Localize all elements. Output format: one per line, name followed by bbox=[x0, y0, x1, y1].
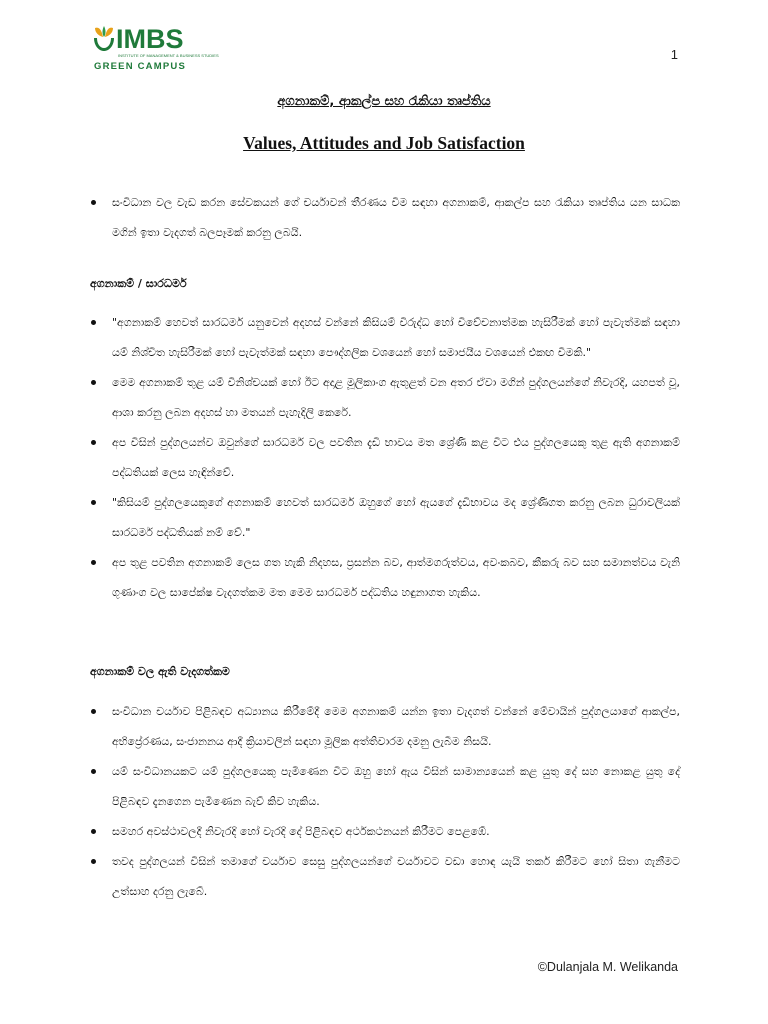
copyright-footer: ©Dulanjala M. Welikanda bbox=[537, 960, 678, 974]
imbs-logo bbox=[92, 22, 219, 74]
list-item: අප විසින් පුද්ගලයන්ව ඔවුන්ගේ සාරධර්ම වල පවතින දැඩි භාවය මත ශ්‍රේණි කළ විට එය පුද්ගලයෙකු තුළ ඇති අගනාකම් පද්ධතියක් ලෙස හැඳින්වේ. bbox=[90, 428, 680, 488]
section-heading-values: අගනාකම් / සාරධර්ම bbox=[90, 277, 187, 290]
list-item: යම් සංවිධානයකට යම් පුද්ගලයෙකු පැමිණෙන විට ඔහු හෝ ඇය විසින් සාමාන්‍යයෙන් කළ යුතු දේ සහ නොකළ යුතු දේ පිළිබඳව දැනගෙන පැමිණෙන බැව් කිව හැකිය. bbox=[90, 757, 680, 817]
importance-list bbox=[90, 697, 680, 907]
list-item: සංවිධාන වල වැඩ කරන සේවකයන් ගේ චර්යාවන් තීරණය වීම සඳහා අගනාකම්, ආකල්ප සහ රැකියා තෘප්තිය යන සාධක මගින් ඉතා වැදගත් බලපෑමක් කරනු ලබයි. bbox=[90, 188, 680, 248]
section-heading-importance: අගනාකම් වල ඇති වැදගත්කම bbox=[90, 665, 230, 678]
list-item: අප තුළ පවතින අගනාකම් ලෙස ගත හැකි නිදහස, ප්‍රසන්න බව, ආත්මගරුත්වය, අවංකබව, කීකරු බව සහ සමානත්වය වැනි ගුණාංග වල සාපේක්ෂ වැදගත්කම මත මෙම සාරධර්ම පද්ධතිය හඳුනාගත හැකිය. bbox=[90, 548, 680, 608]
list-item: තවද පුද්ගලයන් විසින් තමාගේ චර්යාව සෙසු පුද්ගලයන්ගේ චර්යාවට වඩා හොඳ යැයි තර්ක කිරීමට හෝ සිතා ගැනීමට උත්සාහ දරනු ලැබේ. bbox=[90, 847, 680, 907]
list-item: "අගනාකම් හෙවත් සාරධර්ම යනුවෙන් අදහස් වන්නේ කිසියම් විරුද්ධ හෝ විවේචනාත්මක හැසිරීමක් හෝ පැවැත්මක් සඳහා යම් නිශ්චිත හැසිරීමක් හෝ පැවැත්මක් සඳහා පෞද්ගලික වශයෙන් හෝ සමාජයීය වශයෙන් එකඟ වීමකි." bbox=[90, 308, 680, 368]
list-item: සමහර අවස්ථාවලදී නිවැරදි හෝ වැරදි දේ පිළිබඳව අර්ථකථනයන් කිරීමට පෙළඹේ. bbox=[90, 817, 680, 847]
list-item: "කිසියම් පුද්ගලයෙකුගේ අගනාකම් හෙවත් සාරධර්ම ඔහුගේ හෝ ඇයගේ දැඩිභාවය මද ශ්‍රේණිගත කරනු ලබන ධුරාවලියක් සාරධර්ම පද්ධතියක් නම් වේ." bbox=[90, 488, 680, 548]
page-title-sinhala: අගනාකම්, ආකල්ප සහ රැකියා තෘප්තිය bbox=[277, 94, 491, 109]
intro-list bbox=[90, 188, 680, 248]
list-item: මෙම අගනාකම් තුළ යම් විනිශ්චයක් හෝ ඊට අදාළ මූලිකාංග ඇතුළත් වන අතර ඒවා මගින් පුද්ගලයන්ගේ නිවැරදි, යහපත් වූ, ආශා කරනු ලබන අදහස් හා මතයන් පැහැදිලි කෙරේ. bbox=[90, 368, 680, 428]
logo-campus-label: GREEN CAMPUS bbox=[94, 61, 186, 72]
values-list bbox=[90, 308, 680, 608]
logo-wordmark: IMBS bbox=[116, 24, 184, 54]
page-title-english: Values, Attitudes and Job Satisfaction bbox=[243, 133, 525, 153]
leaf-logo-icon bbox=[92, 24, 116, 54]
list-item: සංවිධාන චර්යාව පිළිබඳව අධ්‍යානය කිරීමේදී මෙම අගනාකම් යන්න ඉතා වැදගත් වන්නේ මේවායින් පුද්ගලයාගේ ආකල්ප, අභිප්‍රේරණය, සංජානනය ආදී ක්‍රියාවලින් සඳහා මූලික අත්තිවාරම දමනු ලැබීම නිසයි. bbox=[90, 697, 680, 757]
logo-subtitle: INSTITUTE OF MANAGEMENT & BUSINESS STUDIES bbox=[118, 53, 219, 58]
page-number: 1 bbox=[670, 47, 678, 62]
